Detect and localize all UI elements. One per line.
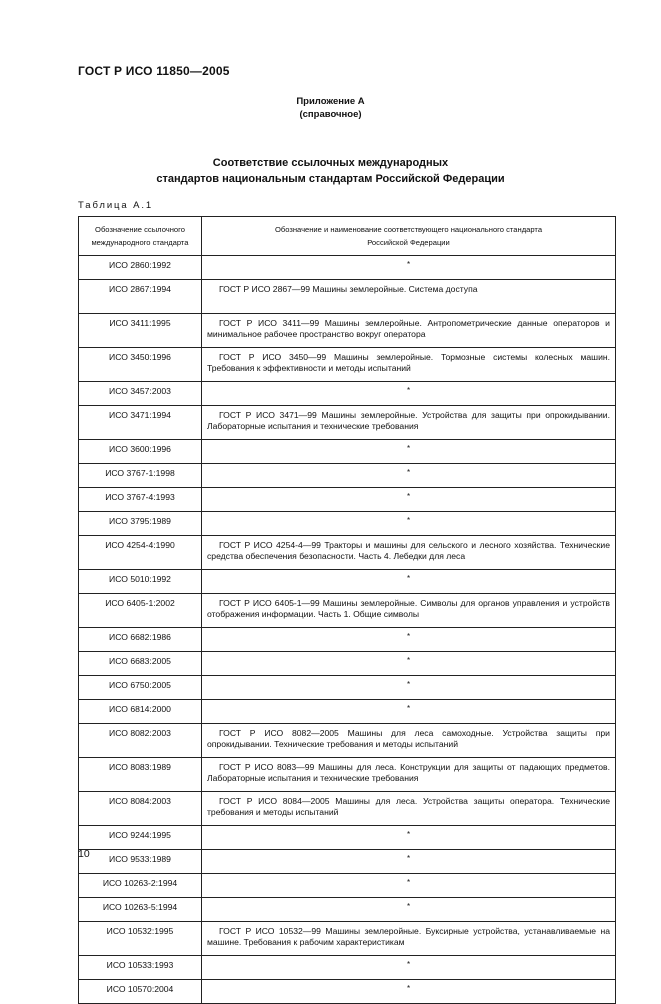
cell-national-standard: [202, 724, 616, 758]
cell-national-standard-none: *: [202, 488, 616, 512]
table-row: [79, 874, 616, 898]
table-row: [79, 922, 616, 956]
cell-iso-designation: ИСО 3450:1996: [79, 348, 202, 382]
cell-iso-designation: ИСО 10533:1993: [79, 956, 202, 980]
cell-national-standard: [202, 348, 616, 382]
cell-iso-designation: ИСО 10263-2:1994: [79, 874, 202, 898]
cell-iso-designation: ИСО 6405-1:2002: [79, 594, 202, 628]
national-standard-text: ГОСТ Р ИСО 8083—99 Машины для леса. Конструкции для защиты от падающих предметов. Лабораторные испытания и технические требования: [207, 762, 610, 783]
table-row: [79, 512, 616, 536]
cell-national-standard: [202, 792, 616, 826]
cell-iso-designation: ИСО 4254-4:1990: [79, 536, 202, 570]
table-row: [79, 898, 616, 922]
table-row: [79, 406, 616, 440]
cell-national-standard-none: *: [202, 676, 616, 700]
cell-iso-designation: ИСО 3411:1995: [79, 314, 202, 348]
cell-iso-designation: ИСО 3600:1996: [79, 440, 202, 464]
table-row: [79, 980, 616, 1004]
cell-iso-designation: ИСО 9533:1989: [79, 850, 202, 874]
cell-national-standard-none: *: [202, 652, 616, 676]
cell-iso-designation: ИСО 10532:1995: [79, 922, 202, 956]
table-row: [79, 956, 616, 980]
table-row: [79, 700, 616, 724]
cell-iso-designation: ИСО 8083:1989: [79, 758, 202, 792]
table-row: [79, 382, 616, 406]
national-standard-text: ГОСТ Р ИСО 3411—99 Машины землеройные. Антропометрические данные операторов и минимальное рабочее пространство вокруг оператора: [207, 318, 610, 339]
cell-national-standard-none: *: [202, 850, 616, 874]
cell-national-standard-none: *: [202, 512, 616, 536]
header-international-standard: [79, 217, 202, 256]
table-row: [79, 594, 616, 628]
national-standard-text: ГОСТ Р ИСО 4254-4—99 Тракторы и машины для сельского и лесного хозяйства. Технические средства обеспечения безопасности. Часть 4. Лебедки для леса: [207, 540, 610, 561]
header-col1-line1: Обозначение ссылочного: [95, 225, 185, 234]
cell-national-standard-none: *: [202, 464, 616, 488]
cell-national-standard: [202, 314, 616, 348]
correspondence-table: [78, 216, 616, 1004]
cell-iso-designation: ИСО 3457:2003: [79, 382, 202, 406]
cell-iso-designation: ИСО 10570:2004: [79, 980, 202, 1004]
table-row: [79, 488, 616, 512]
cell-national-standard: [202, 536, 616, 570]
table-row: [79, 348, 616, 382]
table-row: [79, 850, 616, 874]
national-standard-text: ГОСТ Р ИСО 3471—99 Машины землеройные. Устройства для защиты при опрокидывании. Лабораторные испытания и технические требования: [207, 410, 610, 431]
table-row: [79, 676, 616, 700]
national-standard-text: ГОСТ Р ИСО 2867—99 Машины землеройные. Система доступа: [219, 284, 478, 294]
cell-national-standard-none: *: [202, 570, 616, 594]
national-standard-text: ГОСТ Р ИСО 10532—99 Машины землеройные. Буксирные устройства, устанавливаемые на машине. Требования к рабочим характеристикам: [207, 926, 610, 947]
header-national-standard: [202, 217, 616, 256]
header-col1-line2: международного стандарта: [91, 238, 189, 247]
annex-title: Приложение А: [296, 96, 365, 107]
cell-iso-designation: ИСО 5010:1992: [79, 570, 202, 594]
cell-iso-designation: ИСО 6682:1986: [79, 628, 202, 652]
cell-national-standard: [202, 280, 616, 314]
table-row: [79, 758, 616, 792]
cell-national-standard-none: *: [202, 628, 616, 652]
cell-national-standard: [202, 758, 616, 792]
table-row: [79, 570, 616, 594]
table-row: [79, 536, 616, 570]
page-number: 10: [78, 848, 90, 860]
cell-iso-designation: ИСО 3471:1994: [79, 406, 202, 440]
cell-iso-designation: ИСО 2867:1994: [79, 280, 202, 314]
cell-iso-designation: ИСО 8084:2003: [79, 792, 202, 826]
table-header-row: [79, 217, 616, 256]
title-line-1: Соответствие ссылочных международных: [212, 157, 449, 169]
cell-iso-designation: ИСО 6814:2000: [79, 700, 202, 724]
title-line-2: стандартов национальным стандартам Российской Федерации: [156, 173, 505, 185]
cell-iso-designation: ИСО 3767-4:1993: [79, 488, 202, 512]
table-row: [79, 440, 616, 464]
cell-national-standard-none: *: [202, 980, 616, 1004]
cell-national-standard: [202, 406, 616, 440]
table-row: [79, 314, 616, 348]
table-label: Таблица А.1: [78, 200, 154, 211]
table-row: [79, 826, 616, 850]
cell-national-standard: [202, 922, 616, 956]
table-row: [79, 792, 616, 826]
cell-national-standard-none: *: [202, 956, 616, 980]
national-standard-text: ГОСТ Р ИСО 3450—99 Машины землеройные. Тормозные системы колесных машин. Требования к эффективности и методы испытаний: [207, 352, 610, 373]
cell-iso-designation: ИСО 6683:2005: [79, 652, 202, 676]
table-row: [79, 464, 616, 488]
table-row: [79, 724, 616, 758]
cell-national-standard: [202, 594, 616, 628]
cell-iso-designation: ИСО 9244:1995: [79, 826, 202, 850]
header-col2-line1: Обозначение и наименование соответствующего национального стандарта: [274, 225, 543, 234]
cell-iso-designation: ИСО 6750:2005: [79, 676, 202, 700]
cell-iso-designation: ИСО 3795:1989: [79, 512, 202, 536]
cell-iso-designation: ИСО 2860:1992: [79, 256, 202, 280]
cell-national-standard-none: *: [202, 256, 616, 280]
cell-national-standard-none: *: [202, 382, 616, 406]
cell-national-standard-none: *: [202, 874, 616, 898]
table-row: [79, 280, 616, 314]
document-code: ГОСТ Р ИСО 11850—2005: [78, 64, 230, 78]
table-row: [79, 652, 616, 676]
national-standard-text: ГОСТ Р ИСО 8084—2005 Машины для леса. Устройства защиты оператора. Технические требования и методы испытаний: [207, 796, 610, 817]
cell-iso-designation: ИСО 10263-5:1994: [79, 898, 202, 922]
cell-iso-designation: ИСО 3767-1:1998: [79, 464, 202, 488]
national-standard-text: ГОСТ Р ИСО 6405-1—99 Машины землеройные. Символы для органов управления и устройств отображения информации. Часть 1. Общие символы: [207, 598, 610, 619]
table-row: [79, 256, 616, 280]
cell-national-standard-none: *: [202, 700, 616, 724]
table-row: [79, 628, 616, 652]
cell-national-standard-none: *: [202, 898, 616, 922]
cell-iso-designation: ИСО 8082:2003: [79, 724, 202, 758]
cell-national-standard-none: *: [202, 440, 616, 464]
annex-subtitle: (справочное): [299, 109, 362, 120]
header-col2-line2: Российской Федерации: [367, 238, 450, 247]
national-standard-text: ГОСТ Р ИСО 8082—2005 Машины для леса самоходные. Устройства защиты при опрокидывании. Технические требования и методы испытаний: [207, 728, 610, 749]
cell-national-standard-none: *: [202, 826, 616, 850]
